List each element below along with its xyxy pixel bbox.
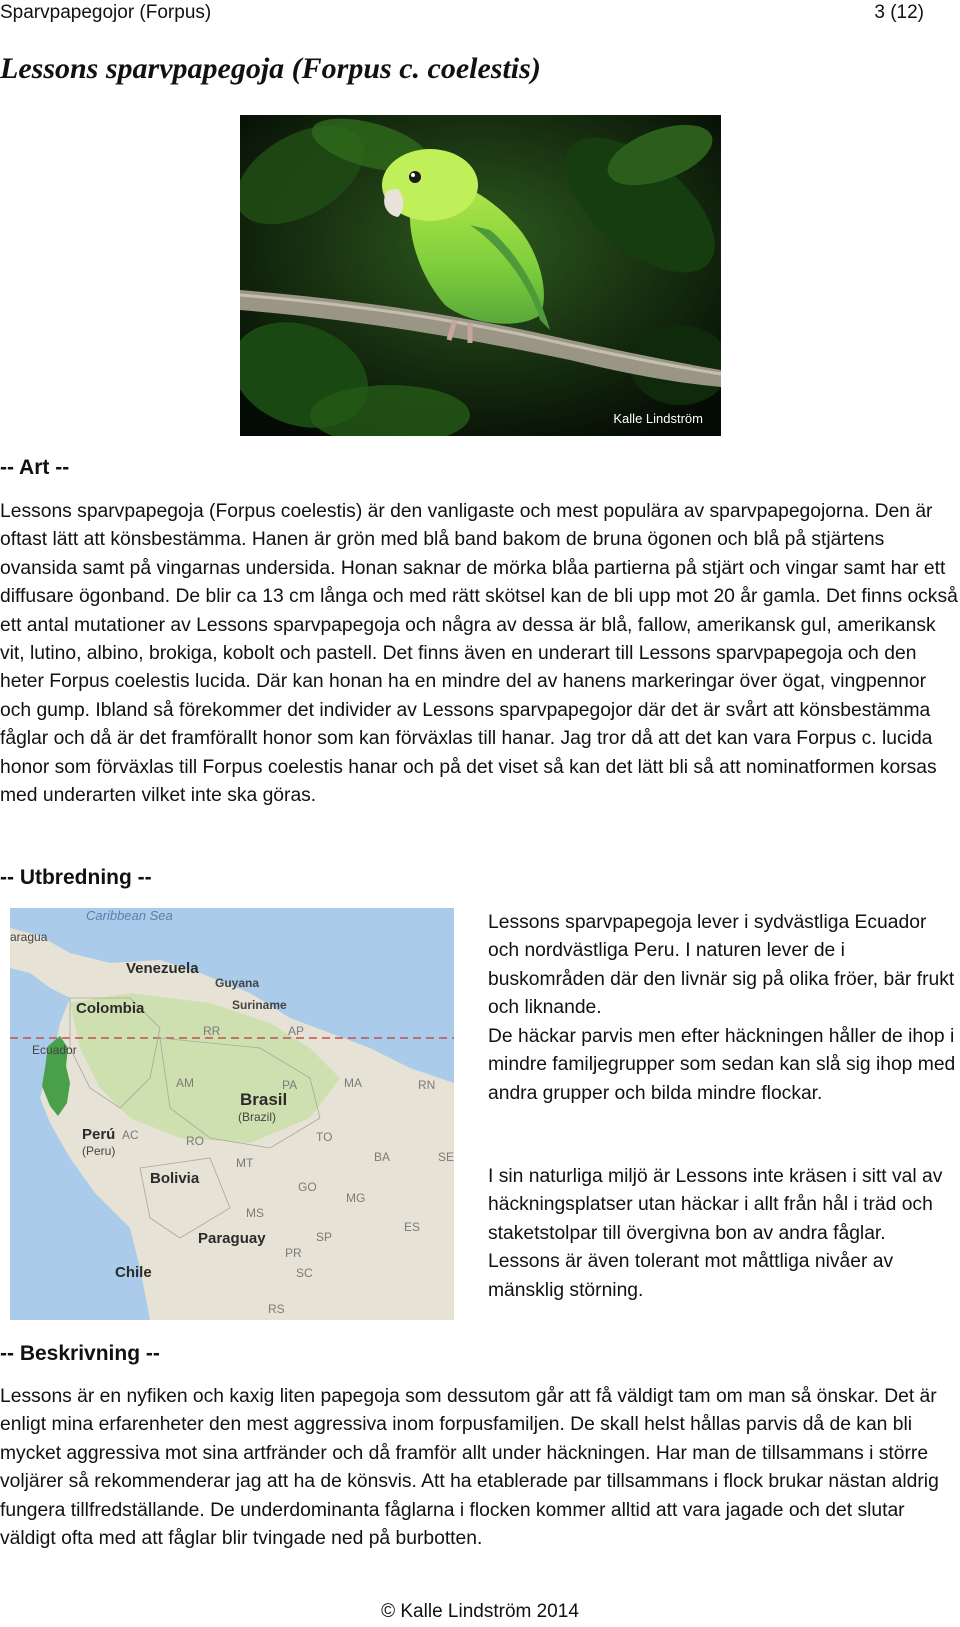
map-label-sp: SP [316, 1230, 333, 1244]
photo-credit: Kalle Lindström [613, 411, 703, 426]
map-label-go: GO [298, 1180, 317, 1194]
map-label-pr: PR [285, 1246, 302, 1260]
map-label-ms: MS [246, 1206, 264, 1220]
art-heading: -- Art -- [0, 456, 70, 479]
distribution-map [10, 908, 454, 1320]
map-label-nicaragua: aragua [10, 930, 48, 944]
map-label-se: SE [438, 1150, 454, 1164]
map-label-rr: RR [203, 1024, 221, 1038]
map-label-to: TO [316, 1130, 333, 1144]
map-illustration [10, 908, 454, 1320]
map-label-ro: RO [186, 1134, 204, 1148]
map-label-pa: PA [282, 1078, 298, 1092]
running-header-title: Sparvpapegojor (Forpus) [0, 2, 212, 23]
map-label-ap: AP [288, 1024, 305, 1038]
map-label-mt: MT [236, 1156, 254, 1170]
utbredning-heading: -- Utbredning -- [0, 866, 152, 889]
map-label-am: AM [176, 1076, 194, 1090]
map-label-ma: MA [344, 1076, 362, 1090]
map-label-bolivia: Bolivia [150, 1170, 200, 1187]
utbredning-paragraph-1: Lessons sparvpapegoja lever i sydvästliga Ecuador och nordvästliga Peru. I naturen lever de i buskområden där den livnär sig på olika fröer, bär frukt och liknande. [488, 912, 955, 1019]
beskrivning-paragraph: Lessons är en nyfiken och kaxig liten papegoja som dessutom går att få väldigt tam om man så önskar. Det är enligt mina erfarenheter den mest aggressiva inom forpusfamiljen. De skall helst hållas parvis då de kan bli mycket aggressiva mot sina artfränder och då framför allt under häckningen. Har man de tillsammans i större voljärer så rekommenderar jag att ha de könsvis. Att ha etablerade par tillsammans i flock brukar nästan aldrig fungera tillfredställande. De underdominanta fåglarna i flocken kommer alltid att vara jagade och det slutar väldigt ofta med att fåglar blir tvingade ned på burbotten. [0, 1386, 939, 1550]
map-label-ecuador: Ecuador [32, 1043, 77, 1057]
map-label-chile: Chile [115, 1264, 152, 1281]
page-title: Lessons sparvpapegoja (Forpus c. coelestis) [0, 52, 541, 85]
beskrivning-heading: -- Beskrivning -- [0, 1342, 160, 1365]
map-label-rn: RN [418, 1078, 436, 1092]
map-label-ac: AC [122, 1128, 139, 1142]
parrot-photo [240, 115, 721, 436]
map-label-peru-alt: (Peru) [82, 1144, 116, 1158]
footer-copyright: © Kalle Lindström 2014 [381, 1601, 579, 1622]
map-label-venezuela: Venezuela [126, 960, 199, 977]
utbredning-paragraph-2: De häckar parvis men efter häckningen håller de ihop i mindre familjegrupper som sedan kan slå sig ihop med andra grupper och bilda mindre flockar. [488, 1026, 956, 1104]
page-number: 3 (12) [874, 2, 924, 23]
art-paragraph: Lessons sparvpapegoja (Forpus coelestis) är den vanligaste och mest populära av sparvpapegojorna. Den är oftast lätt att könsbestämma. Hanen är grön med blå band bakom de bruna ögonen och blå på stjärtens ovansida samt på vingarnas undersida. Honan saknar de mörka blåa partierna på stjärt och vingar samt har ett diffusare ögonband. De blir ca 13 cm långa och med rätt skötsel kan de bli upp mot 20 år gamla. Det finns också ett antal mutationer av Lessons sparvpapegoja och några av dessa är blå, fallow, amerikansk gul, amerikansk vit, lutino, albino, brokiga, kobolt och pastell. Det finns även en underart till Lessons sparvpapegoja och den heter Forpus coelestis lucida. Där kan honan ha en mindre del av hanens markeringar över ögat, vingpennor och gump. Ibland så förekommer det individer av Lessons sparvpapegojor där det är svårt att könsbestämma fåglar och då är det framförallt honor som kan förväxlas till hanar. Jag tror då att det kan vara Forpus c. lucida honor som förväxlas till Forpus coelestis hanar och på det viset så kan det lätt bli så att nominatformen korsas med underarten vilket inte ska göras. [0, 501, 958, 807]
map-label-colombia: Colombia [76, 1000, 145, 1017]
map-label-ba: BA [374, 1150, 391, 1164]
map-label-rs: RS [268, 1302, 285, 1316]
utbredning-paragraph-3: I sin naturliga miljö är Lessons inte kräsen i sitt val av häckningsplatser utan häckar i allt från hål i träd och staketstolpar till övergivna bon av andra fåglar. Lessons är även tolerant mot måttliga nivåer av mänsklig störning. [488, 1166, 943, 1301]
map-label-mg: MG [346, 1191, 366, 1205]
map-label-sc: SC [296, 1266, 313, 1280]
map-label-es: ES [404, 1220, 421, 1234]
map-label-peru: Perú [82, 1126, 116, 1143]
map-label-caribbean-sea: Caribbean Sea [86, 908, 173, 923]
map-label-brasil: Brasil [240, 1090, 288, 1109]
map-label-paraguay: Paraguay [198, 1230, 266, 1247]
map-label-guyana: Guyana [215, 976, 260, 990]
map-label-brazil-alt: (Brazil) [238, 1110, 276, 1124]
parrot-illustration [240, 115, 721, 436]
map-label-suriname: Suriname [232, 998, 287, 1012]
